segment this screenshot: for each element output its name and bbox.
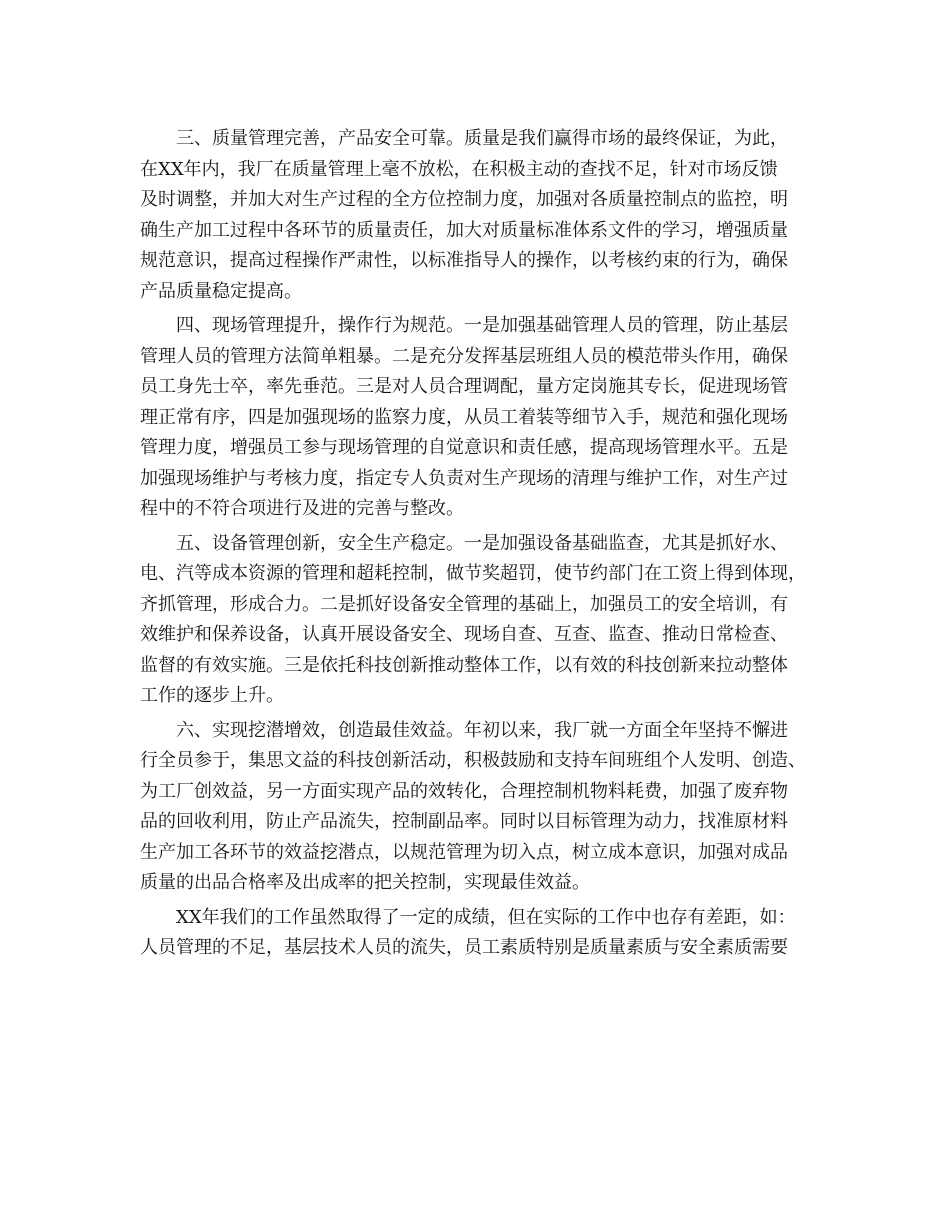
text-line: 规范意识，提高过程操作严肃性，以标准指导人的操作，以考核约束的行为，确保 <box>140 250 788 271</box>
text-line: 及时调整，并加大对生产过程的全方位控制力度，加强对各质量控制点的监控，明 <box>140 189 788 210</box>
text-line: 四、现场管理提升，操作行为规范。一是加强基础管理人员的管理，防止基层 <box>140 315 788 336</box>
text-line: 人员管理的不足，基层技术人员的流失，员工素质特别是质量素质与安全素质需要 <box>140 937 788 958</box>
text-line: 三、质量管理完善，产品安全可靠。质量是我们赢得市场的最终保证，为此， <box>140 128 788 149</box>
text-line: 员工身先士卒，率先垂范。三是对人员合理调配，量方定岗施其专长，促进现场管 <box>140 376 788 397</box>
paragraph-shortcomings <box>140 903 820 964</box>
text-line: 效维护和保养设备，认真开展设备安全、现场自查、互查、监查、推动日常检查、 <box>140 624 788 645</box>
text-line: XX年我们的工作虽然取得了一定的成绩，但在实际的工作中也存有差距，如： <box>140 906 796 928</box>
text-line: 管理人员的管理方法简单粗暴。二是充分发挥基层班组人员的模范带头作用，确保 <box>140 345 788 367</box>
text-line: 电、汽等成本资源的管理和超耗控制，做节奖超罚，使节约部门在工资上得到体现， <box>140 563 806 584</box>
text-line: 产品质量稳定提高。 <box>140 280 302 302</box>
text-line: 六、实现挖潜增效，创造最佳效益。年初以来，我厂就一方面全年坚持不懈进 <box>140 719 788 741</box>
paragraph-site-management <box>140 311 820 525</box>
text-line: 加强现场维护与考核力度，指定专人负责对生产现场的清理与维护工作，对生产过 <box>140 467 788 489</box>
text-line: 为工厂创效益，另一方面实现产品的效转化，合理控制机物料耗费，加强了废弃物 <box>140 780 788 802</box>
text-line: 行全员参于，集思文益的科技创新活动，积极鼓励和支持车间班组个人发明、创造、 <box>140 750 806 771</box>
text-line: 程中的不符合项进行及进的完善与整改。 <box>140 498 464 519</box>
text-line: 生产加工各环节的效益挖潜点，以规范管理为切入点，树立成本意识，加强对成品 <box>140 841 788 863</box>
paragraph-equipment-management <box>140 529 820 712</box>
text-line: 质量的出品合格率及出成率的把关控制，实现最佳效益。 <box>140 872 590 893</box>
text-line: 监督的有效实施。三是依托科技创新推动整体工作，以有效的科技创新来拉动整体 <box>140 654 788 676</box>
text-line: 确生产加工过程中各环节的质量责任，加大对质量标准体系文件的学习，增强质量 <box>140 219 788 241</box>
text-line: 五、设备管理创新，安全生产稳定。一是加强设备基础监查，尤其是抓好水、 <box>140 532 788 554</box>
paragraph-efficiency <box>140 716 820 899</box>
text-line: 在XX年内，我厂在质量管理上毫不放松，在积极主动的查找不足，针对市场反馈 <box>140 158 778 180</box>
document-body <box>140 124 820 964</box>
text-line: 齐抓管理，形成合力。二是抓好设备安全管理的基础上，加强员工的安全培训，有 <box>140 593 788 615</box>
text-line: 工作的逐步上升。 <box>140 685 284 706</box>
text-line: 理正常有序，四是加强现场的监察力度，从员工着装等细节入手，规范和强化现场 <box>140 406 788 428</box>
text-line: 管理力度，增强员工参与现场管理的自觉意识和责任感，提高现场管理水平。五是 <box>140 437 788 458</box>
paragraph-quality-management <box>140 124 820 307</box>
text-line: 品的回收利用，防止产品流失，控制副品率。同时以目标管理为动力，找准原材料 <box>140 811 788 832</box>
